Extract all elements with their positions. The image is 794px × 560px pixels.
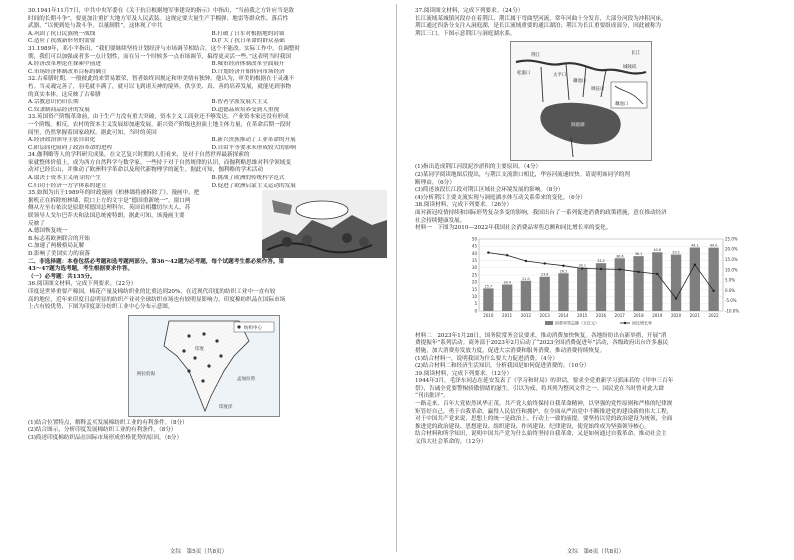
chart-bar <box>483 288 493 311</box>
chart-bar <box>502 284 512 310</box>
q38-title: 38.阅读材料，完成下列要求。（26分） <box>415 202 513 209</box>
chart-left-tick-label: 45 <box>471 243 477 249</box>
chart-bar <box>708 247 718 310</box>
chart-bar <box>671 254 681 310</box>
chart-x-tick-label: 2017 <box>614 312 625 318</box>
q32-option-b[interactable]: B.智者学派发展大主义 <box>211 99 268 106</box>
q33-option-d[interactable]: D.自由平等要求未形成较大的影响 <box>211 144 296 151</box>
q34-option-d[interactable]: D.促进了欧洲启蒙主义运动的发展 <box>211 182 296 189</box>
chart-right-tick-label: -5.0% <box>725 297 737 303</box>
chart-x-tick-label: 2012 <box>520 312 532 318</box>
q30-stem3: 武器，“以便到处与敌斗争，以量制胜”。这体现了中共 <box>28 23 163 30</box>
chart-x-tick-label: 2022 <box>708 312 719 318</box>
chart-bar <box>633 256 643 311</box>
chart-left-tick-label: 20 <box>471 279 477 285</box>
chart-right-tick-label: 0.0% <box>725 287 736 293</box>
q30-option-d[interactable]: D.扩大了抗日革命的群众基础 <box>211 38 285 45</box>
q34-options <box>28 175 391 190</box>
q38-text1: 面对新冠疫情持续和国际形势复杂多变的影响，我国出台了一系列促进消费的政策措施，意在推动经济 <box>415 209 667 216</box>
right-page <box>397 0 794 560</box>
q34-stem3: 动对已经长山，并推动了欧洲科学革命以及现代新物理学的诞生。据此可知，伽利略的学术活动 <box>28 167 263 174</box>
chart-x-tick-label: 2015 <box>577 312 588 318</box>
q31-stem: 31.1989年，邓小平指出，“我们要继续坚持计划经济与市场调节相结合，这个不能改。实际工作中，在调整时 <box>28 45 301 52</box>
map-label-bay-of-bengal: 孟加拉湾 <box>237 376 255 382</box>
q37-sub2: (2)某同学阅读地图后提出，与荆江支流溃口相比，华容河流速较快。请说明该同学的判 <box>415 171 630 178</box>
q31-option-d[interactable]: D.计划经济开始转向市场经济 <box>211 68 285 75</box>
q34-stem: 34.伽利略等人的学科研究成果，在文艺复兴时期的人们看来，是对于自然世界最新探索的 <box>28 152 250 159</box>
q39-text8: 结合材料和所学知识，说明中国共产党为什么始终坚持自我革命，又是如何通过自我革命，推动社会主 <box>415 431 667 438</box>
q38-text2: 社会持续健康发展。 <box>415 217 466 224</box>
chart-left-tick-label: 15 <box>471 286 477 292</box>
map-label-songzi: 松滋口 <box>517 71 531 77</box>
q38-material2b: 费提振年”系列活动。商务部于2023年2月启动了“2023全国消费促进年”活动，各级政府出台许多惠民 <box>415 340 669 347</box>
q30-options <box>28 31 391 46</box>
chart-right-tick-label: 25.0% <box>725 236 738 242</box>
q33-stem2: 一个阶级。相反，农村的资本主义发展却加速发展，新兴资产阶级也扮演土地主体力量，在革命后期一段时 <box>28 121 291 128</box>
chart-growth-rate-point <box>694 263 696 265</box>
chart-bar <box>615 258 625 311</box>
chart-bar-data-label: 21.0 <box>522 276 530 281</box>
chart-bar-data-label: 26.2 <box>559 268 568 273</box>
map-label-changjiang: 长江 <box>631 51 640 57</box>
q36-sub2: (2)结合图示，分析印度发展棉纺织工业的有利条件。（8分） <box>28 427 177 434</box>
chart-right-tick-label: -10.0% <box>725 308 740 314</box>
q30-option-b[interactable]: B.打破了日军对根据地的封锁 <box>211 30 285 37</box>
chart-left-tick-label: 10 <box>471 293 477 299</box>
chart-bar-data-label: 15.7 <box>484 284 493 289</box>
q32-option-a[interactable]: A.宗教意识仍旧长期 <box>28 99 79 106</box>
q37-sub2b: 断理由。（6分） <box>415 179 455 186</box>
q31-options <box>28 61 391 76</box>
q33-stem: 33.英国资产阶级革命前，由于生产力没有重大突破，资本主义工商业还不够发达，产业资本家还没有形成 <box>28 114 289 121</box>
q37-sub3: (3)简述该段长江段对荆江区域社会环境发展的影响。（8分） <box>415 187 564 194</box>
q32-options <box>28 99 391 114</box>
chart-left-tick-label: 0 <box>474 308 477 314</box>
map-label-taiping: 太平口 <box>553 73 567 79</box>
q39-text6: 对于中国共产党来说，思想上的统一是政治上、行动上一致的前提。要坚持以党的政治建设为统领，全面 <box>415 416 673 423</box>
chart-bar <box>521 280 531 310</box>
chart-right-tick-label: 20.0% <box>725 246 738 252</box>
q33-options <box>28 137 391 152</box>
q33-stem3: 间里，仍然掌握着国家政权。据此可知，当时的英国 <box>28 129 157 136</box>
map-label-dongting: 洞庭湖 <box>571 123 585 129</box>
q39-text4: 一路走来，百年大党依然风华正茂。共产党人始终保持自我革命精神，以坚强的党性原则和严格的纪律规 <box>415 401 673 408</box>
chart-growth-rate-point <box>581 267 583 269</box>
q38-sub2: (2)结合材料二和经济生活知识，分析我国是如何促进消费的。（10分） <box>415 363 590 370</box>
chart-bar-data-label: 18.4 <box>503 280 511 285</box>
chart-growth-rate-point <box>656 272 658 274</box>
chart-growth-rate-point <box>506 254 508 256</box>
chart-right-tick-label: 15.0% <box>725 256 738 262</box>
chart-growth-rate-point <box>562 264 564 266</box>
q37-sub4: (4)分析荆江主要支流实现与洞庭湖水体互动关系带来的变化。（6分） <box>415 194 586 201</box>
chart-growth-rate-point <box>487 251 489 253</box>
q35-stem5: 反映了 <box>28 220 45 227</box>
right-page-footer: 文综 第6页（共8页） <box>566 549 625 555</box>
q37-sub1: (1)指出造成荆江河段泥沙淤积的主要原因。（4分） <box>415 164 542 171</box>
chart-x-tick-label: 2018 <box>633 312 644 318</box>
chart-right-tick-label: 5.0% <box>725 277 736 283</box>
chart-x-tick-label: 2021 <box>689 312 700 318</box>
chart-bar-data-label: 44.1 <box>691 243 699 248</box>
q31-option-c[interactable]: C.市场经济体制改革目标的确立 <box>28 68 107 75</box>
chart-x-tick-label: 2020 <box>670 312 682 318</box>
q34-option-b[interactable]: B.挑战了欧洲的传统科学范式 <box>211 175 285 182</box>
q33-option-c[interactable]: C.阶层间化阻碍了政治革命的进程 <box>28 144 113 151</box>
chart-bar <box>596 263 606 311</box>
q30-stem2: 时间的长期斗争”，要更加注重扩大地方军及人民武装。这规定要大量生产手榴弹、地雷等群众性、落后性 <box>28 15 289 22</box>
map-label-chenglingji: 城陵矶 <box>623 65 637 71</box>
chart-bar-data-label: 38.1 <box>634 251 643 256</box>
q31-stem2: 期，我们可以加强或者多一点计划性，而在另一个时候多一点市场调节，搞得更灵活一些。”这表明当时我国 <box>28 53 291 60</box>
chart-growth-rate-point <box>637 270 639 272</box>
chart-bar <box>652 252 662 311</box>
q39-title: 39.阅读材料，完成下列要求。（12分） <box>415 370 513 377</box>
chart-bar-data-label: 23.8 <box>540 272 549 277</box>
section2-heading-2: 43～47题为选考题，考生根据要求作答。 <box>28 266 134 273</box>
chart-legend-swatch-point <box>624 322 626 324</box>
q35-stem3: 侧从左至右依次是原联邦德国总理科尔、英国首相撒切尔夫人、苏 <box>28 205 191 212</box>
q33-option-a[interactable]: A.经济政治领导主张自由化 <box>28 137 96 144</box>
map-inset-label: 藕池口 <box>615 102 629 108</box>
q30-option-a[interactable]: A.巩固了抗日民族统一战线 <box>28 30 96 37</box>
chart-bar <box>690 247 700 311</box>
q39-text7: 推进党的政治建设、思想建设、组织建设、作风建设、纪律建设，使党始终成为坚强领导核心。 <box>415 423 650 430</box>
chart-x-tick-label: 2016 <box>595 312 607 318</box>
retail-sales-chart <box>455 235 755 331</box>
chart-left-tick-label: 50 <box>471 236 477 242</box>
map-label-jingjiang: 荆江 <box>531 53 540 59</box>
chart-bar-data-label: 39.2 <box>672 250 680 255</box>
chart-left-tick-label: 5 <box>474 300 477 306</box>
chart-left-tick-label: 25 <box>471 272 477 278</box>
q37-text3: 荆江三口。下图示意荆江与洞庭湖水系。 <box>415 30 516 37</box>
chart-bar-data-label: 40.8 <box>653 247 662 252</box>
q36-text2: 高的地位，近年来印度日益明显的纺织产业对全球纺织市场也有较明显影响力。印度棉纺织品在国际市场 <box>28 296 286 303</box>
q35-option-a[interactable]: A.德国恢复统一 <box>28 228 68 235</box>
q35-stem4: 联领导人戈尔巴乔夫和法国总统密特朗。据此可知，该漫画主要 <box>28 213 185 220</box>
q39-text9: 义伟大社会革命的。（12分） <box>415 439 487 446</box>
chart-bar-data-label: 33.2 <box>597 258 605 263</box>
q31-option-a[interactable]: A.经济改革理论在探索中前进 <box>28 61 101 68</box>
q36-title: 36.阅读图文材料，完成下列要求。（22分） <box>28 281 137 288</box>
chart-bar-data-label: 36.6 <box>615 254 624 259</box>
q36-sub3: (3)简述印度棉纺织品在国际市场形成价格优势的原因。（6分） <box>28 434 183 441</box>
q38-material2c: 措施，加大消费券发放力度，促进大宗消费和服务消费，推动消费持续恢复。 <box>415 347 606 354</box>
q35-option-b[interactable]: B.标志着欧洲联合的开始 <box>28 235 90 242</box>
q32-stem3: 的真实本体。这反映了古希腊 <box>28 91 101 98</box>
q32-stem2: 朽。当灵魂完善了，羽毛就丰满了，就可以飞到诸天神的境界，供享美、真、善的培养发展，就能见到事物 <box>28 83 291 90</box>
chart-bar <box>558 273 568 311</box>
q34-stem2: 家就整体价值上，成为西方自然科学与数学家。一些持于对于自然规律的认识，而伽利略思维对科学领域变 <box>28 159 291 166</box>
left-page-footer: 文综 第5页（共8页） <box>169 549 228 555</box>
chart-bar <box>577 267 587 310</box>
chart-legend-label-bar: 消费零售总额（万亿元） <box>555 320 599 326</box>
q39-text3: “刊出批评”。 <box>415 393 449 400</box>
map-label-tiaoxian: 调弦口 <box>591 87 605 93</box>
q35-block <box>28 190 391 258</box>
chart-x-tick-label: 2010 <box>483 312 494 318</box>
q36-text1: 印度是世界重要产棉国，棉花产量及棉纺织业的比重达到20%，在近现代印度的纺织工业中一直有较 <box>28 288 276 295</box>
q38-material2: 材料二 2023年1月28日，国务院常务会议要求，推动消费加快恢复。各地纷纷出台新举措，开展“消 <box>415 332 667 339</box>
q34-option-c[interactable]: C.归功于经济一方学体系的建立 <box>28 182 107 189</box>
q35-option-c[interactable]: C.加速了两极格局瓦解 <box>28 243 85 250</box>
q36-sub1: (1)结合位置特点，解释孟买发展棉纺织工业的有利条件。（8分） <box>28 419 188 426</box>
chart-growth-rate-point <box>675 297 677 299</box>
q33-option-b[interactable]: B.新兴贵族推动了工业革命的开展 <box>211 137 296 144</box>
q36-text3: 上占有较优势，下图为印度部分纺织工业中心分布示意图。 <box>28 304 174 311</box>
q38-material1: 材料一 下图为2010—2022年我国社会消费品零售总额和同比增长率的变化。 <box>415 225 612 232</box>
map-label-ouchi: 藕池口 <box>573 79 587 85</box>
q32-option-d[interactable]: D.道德品质培养受到人重视 <box>211 106 280 113</box>
q39-text2: 祭》，告诫全党要警惕骄傲情绪的滋生，引以为戒，将其列为整风文件之一。国民党在当时曾对此大肆 <box>415 385 664 392</box>
chart-bar <box>540 276 550 310</box>
q37-text2: 荆江通过四条分支注入洞庭湖，是长江流域重要的通江湖泊；荆江为长江重要组成部分，因此被称为 <box>415 23 662 30</box>
q39-text5: 矩管好自己，勇于自我革命，赢得人民信任和拥护，在全面从严治党中不断推进党的建设新的伟大工程， <box>415 408 673 415</box>
q35-option-d[interactable]: D.影响了美国实力的衰落 <box>28 251 91 257</box>
chart-bar-data-label: 30.1 <box>578 263 587 268</box>
berlin-wall-cartoon-image <box>262 190 387 258</box>
chart-x-tick-label: 2014 <box>558 312 569 318</box>
retail-sales-chart-svg <box>455 235 755 331</box>
jingjiang-dongting-map <box>510 41 652 161</box>
map-label-arabian-sea: 阿拉伯海 <box>137 371 155 377</box>
chart-legend-label-line: 同比增长率 <box>632 320 652 326</box>
q35-options <box>28 228 258 258</box>
map-legend-label: 纺织中心 <box>244 325 262 331</box>
chart-left-tick-label: 40 <box>471 250 477 256</box>
chart-right-tick-label: 10.0% <box>725 266 738 272</box>
q32-stem: 32.古希腊时期，一般彼此的来贸易繁荣，智者始终因规定和审美情有独钟。他认为，审美的根据在于灵魂不 <box>28 76 295 83</box>
required-section-label: （一）必考题：共135分。 <box>28 273 96 280</box>
chart-bar-data-label: 44.0 <box>709 243 718 248</box>
q31-option-b[interactable]: B.城市经济体制改革全面展开 <box>211 61 285 68</box>
chart-growth-rate-point <box>600 268 602 270</box>
q37-text1: 长江流域某城镇河段存在着荆江，荆江属于弯曲型河流，常年河曲十分发育，大部分河段为冲积河床。 <box>415 15 667 22</box>
q30-option-c[interactable]: C.适应了抗战新形势的需要 <box>28 38 96 45</box>
q32-option-c[interactable]: C.奴隶制商品经济的发展 <box>28 106 90 113</box>
chart-x-tick-label: 2013 <box>539 312 550 318</box>
chart-left-tick-label: 30 <box>471 264 477 270</box>
q30-stem: 30.1941年11月7日，中共中央军委在《关于抗日根据地军事建设的指示》中指出，“当前我之方针应当是敌 <box>28 8 295 14</box>
chart-growth-rate-point <box>619 268 621 270</box>
q38-sub1: (1)结合材料一，说明我国为什么要大力促进消费。（4分） <box>415 355 558 362</box>
section2-heading: 二、非选择题：本卷包括必考题和选考题两部分。第36～42题为必考题，每个试题考生都必须作答。第 <box>28 258 285 265</box>
chart-growth-rate-point <box>712 289 714 291</box>
q35-stem2: 据机正在拆除柏林墙，院口上方的文字是“德国重新统一”。窗口两 <box>28 197 191 204</box>
q35-stem: 35.如图为出于1989年的时政漫画《柏林墙将被拆除了》。漫画中，把 <box>28 190 200 197</box>
chart-growth-rate-point <box>525 260 527 262</box>
map-label-indian-ocean: 印度洋 <box>219 404 233 410</box>
chart-legend-swatch-bar <box>545 321 553 325</box>
chart-left-tick-label: 35 <box>471 257 477 263</box>
q34-option-a[interactable]: A.取决于资本主义萌芽的产生 <box>28 175 101 182</box>
q39-text1: 1944年3月，毛泽东同志在延安发表了《学习和时局》的讲话，要求全党重新学习郭沫若的《甲申三百年 <box>415 378 674 385</box>
q37-title: 37.阅读图文材料，完成下列要求。（24分） <box>415 8 524 14</box>
india-textile-map <box>128 315 280 417</box>
chart-x-tick-label: 2011 <box>502 312 513 318</box>
chart-x-tick-label: 2019 <box>652 312 663 318</box>
chart-growth-rate-point <box>543 262 545 264</box>
map-label-india: 印度 <box>195 346 204 352</box>
